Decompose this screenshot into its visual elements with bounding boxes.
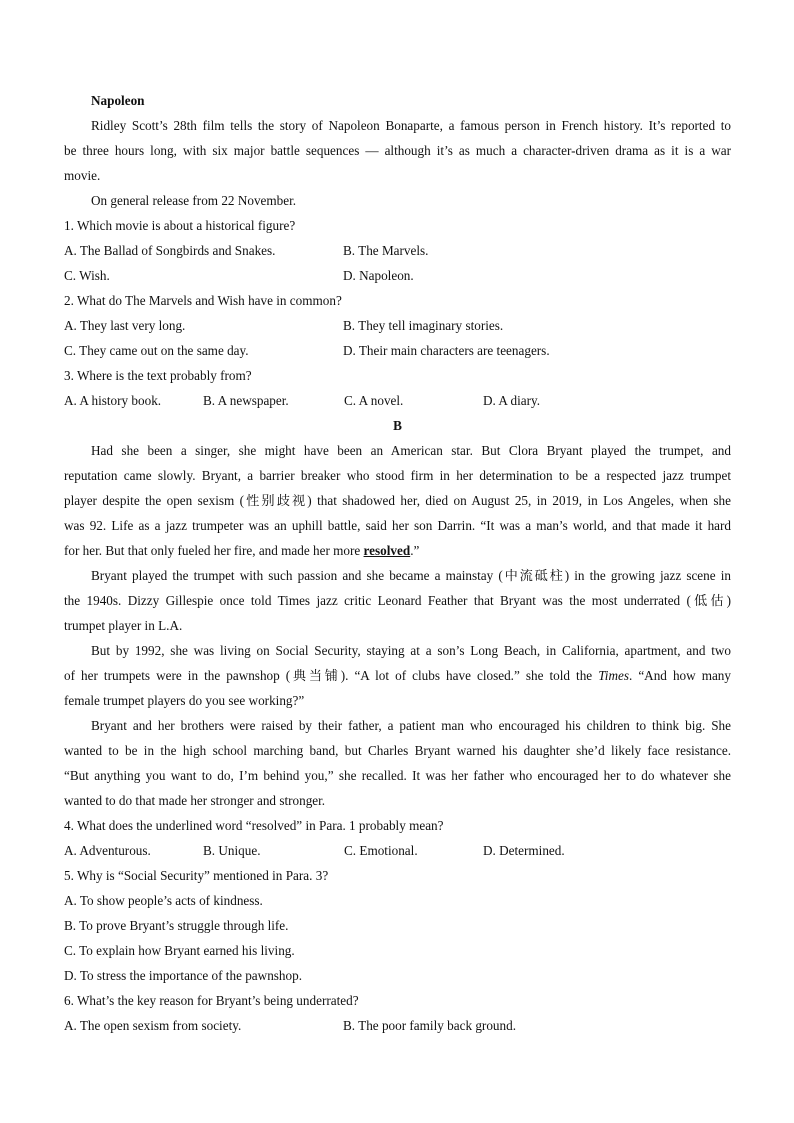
q5-option-d: D. To stress the importance of the pawnshop. xyxy=(64,968,302,983)
passage-b-paragraph-line: But by 1992, she was living on Social Security, staying at a son’s Long Beach, in California, apartment, and two xyxy=(91,643,731,658)
text-run: for her. But that only fueled her fire, and made her more xyxy=(64,543,364,558)
passage-b-paragraph-line: wanted to do that made her stronger and stronger. xyxy=(64,793,326,808)
q4-option-c: C. Emotional. xyxy=(344,843,418,858)
q1-option-c: C. Wish. xyxy=(64,268,110,283)
q5-option-b: B. To prove Bryant’s struggle through life. xyxy=(64,918,289,933)
passage-b-paragraph-line: Had she been a singer, she might have been an American star. But Clora Bryant played the trumpet, and xyxy=(91,443,731,458)
question-1-options-row xyxy=(64,238,731,263)
question-3-options-row xyxy=(64,388,731,413)
q3-option-c: C. A novel. xyxy=(344,393,404,408)
question-2-stem: 2. What do The Marvels and Wish have in common? xyxy=(64,293,342,308)
q6-option-b: B. The poor family back ground. xyxy=(343,1018,516,1033)
passage-b-paragraph-line: female trumpet players do you see working?” xyxy=(64,693,305,708)
passage-b-paragraph-line: “But anything you want to do, I’m behind you,” she recalled. It was her father who encouraged her to do whatever she xyxy=(64,768,731,783)
q2-option-c: C. They came out on the same day. xyxy=(64,343,249,358)
passage-b-paragraph-line: was 92. Life as a jazz trumpeter was an uphill battle, said her son Darrin. “It was a man’s world, and that made it hard xyxy=(64,518,731,533)
q2-option-b: B. They tell imaginary stories. xyxy=(343,318,504,333)
question-6-stem: 6. What’s the key reason for Bryant’s being underrated? xyxy=(64,993,359,1008)
italic-publication-name: Times xyxy=(598,668,629,683)
text-run: .” xyxy=(410,543,420,558)
q5-option-c: C. To explain how Bryant earned his living. xyxy=(64,943,295,958)
q3-option-a: A. A history book. xyxy=(64,393,162,408)
text-run: of her trumpets were in the pawnshop (典当铺). “A lot of clubs have closed.” she told the xyxy=(64,668,599,683)
question-1-stem: 1. Which movie is about a historical figure? xyxy=(64,218,296,233)
q4-option-b: B. Unique. xyxy=(203,843,261,858)
passage-a-paragraph-line: Ridley Scott’s 28th film tells the story of Napoleon Bonaparte, a famous person in French history. It’s reported to xyxy=(91,118,731,133)
exam-page xyxy=(64,88,731,1038)
release-date-text: On general release from 22 November. xyxy=(91,193,297,208)
q1-option-b: B. The Marvels. xyxy=(343,243,429,258)
q1-option-a: A. The Ballad of Songbirds and Snakes. xyxy=(64,243,276,258)
q4-option-a: A. Adventurous. xyxy=(64,843,151,858)
question-4-stem: 4. What does the underlined word “resolved” in Para. 1 probably mean? xyxy=(64,818,444,833)
q4-option-d: D. Determined. xyxy=(483,843,565,858)
question-6-options-row xyxy=(64,1013,731,1038)
q3-option-d: D. A diary. xyxy=(483,393,541,408)
underlined-keyword: resolved xyxy=(363,543,411,558)
passage-a-title: Napoleon xyxy=(91,93,145,108)
text-run: . “And how many xyxy=(628,668,731,683)
passage-a-paragraph-line: movie. xyxy=(64,168,101,183)
passage-b-paragraph-line: player despite the open sexism (性别歧视) that shadowed her, died on August 25, in 2019, in Los Angeles, when she xyxy=(64,493,731,508)
passage-b-paragraph-line: wanted to be in the high school marching band, but Charles Bryant warned his daughter she’d likely face resistance. xyxy=(64,743,731,758)
question-5-stem: 5. Why is “Social Security” mentioned in Para. 3? xyxy=(64,868,329,883)
passage-a-paragraph-line: be three hours long, with six major battle sequences — although it’s as much a character-driven drama as it is a war xyxy=(64,143,731,158)
passage-b-paragraph-line xyxy=(64,663,731,688)
passage-b-paragraph-line: Bryant played the trumpet with such passion and she became a mainstay (中流砥柱) in the growing jazz scene in xyxy=(91,568,731,583)
q6-option-a: A. The open sexism from society. xyxy=(64,1018,242,1033)
question-1-options-row xyxy=(64,263,731,288)
q1-option-d: D. Napoleon. xyxy=(343,268,414,283)
q5-option-a: A. To show people’s acts of kindness. xyxy=(64,893,263,908)
q2-option-d: D. Their main characters are teenagers. xyxy=(343,343,550,358)
passage-b-paragraph-line: Bryant and her brothers were raised by their father, a patient man who encouraged his children to think big. She xyxy=(91,718,731,733)
section-b-label: B xyxy=(393,418,402,433)
passage-b-paragraph-line xyxy=(64,538,731,563)
question-2-options-row xyxy=(64,313,731,338)
question-3-stem: 3. Where is the text probably from? xyxy=(64,368,252,383)
question-4-options-row xyxy=(64,838,731,863)
passage-b-paragraph-line: trumpet player in L.A. xyxy=(64,618,183,633)
q2-option-a: A. They last very long. xyxy=(64,318,186,333)
passage-b-paragraph-line: reputation came slowly. Bryant, a barrier breaker who stood firm in her determination to be a respected jazz trumpet xyxy=(64,468,731,483)
q3-option-b: B. A newspaper. xyxy=(203,393,289,408)
question-2-options-row xyxy=(64,338,731,363)
passage-b-paragraph-line: the 1940s. Dizzy Gillespie once told Times jazz critic Leonard Feather that Bryant was the most underrated (低估) xyxy=(64,593,731,608)
